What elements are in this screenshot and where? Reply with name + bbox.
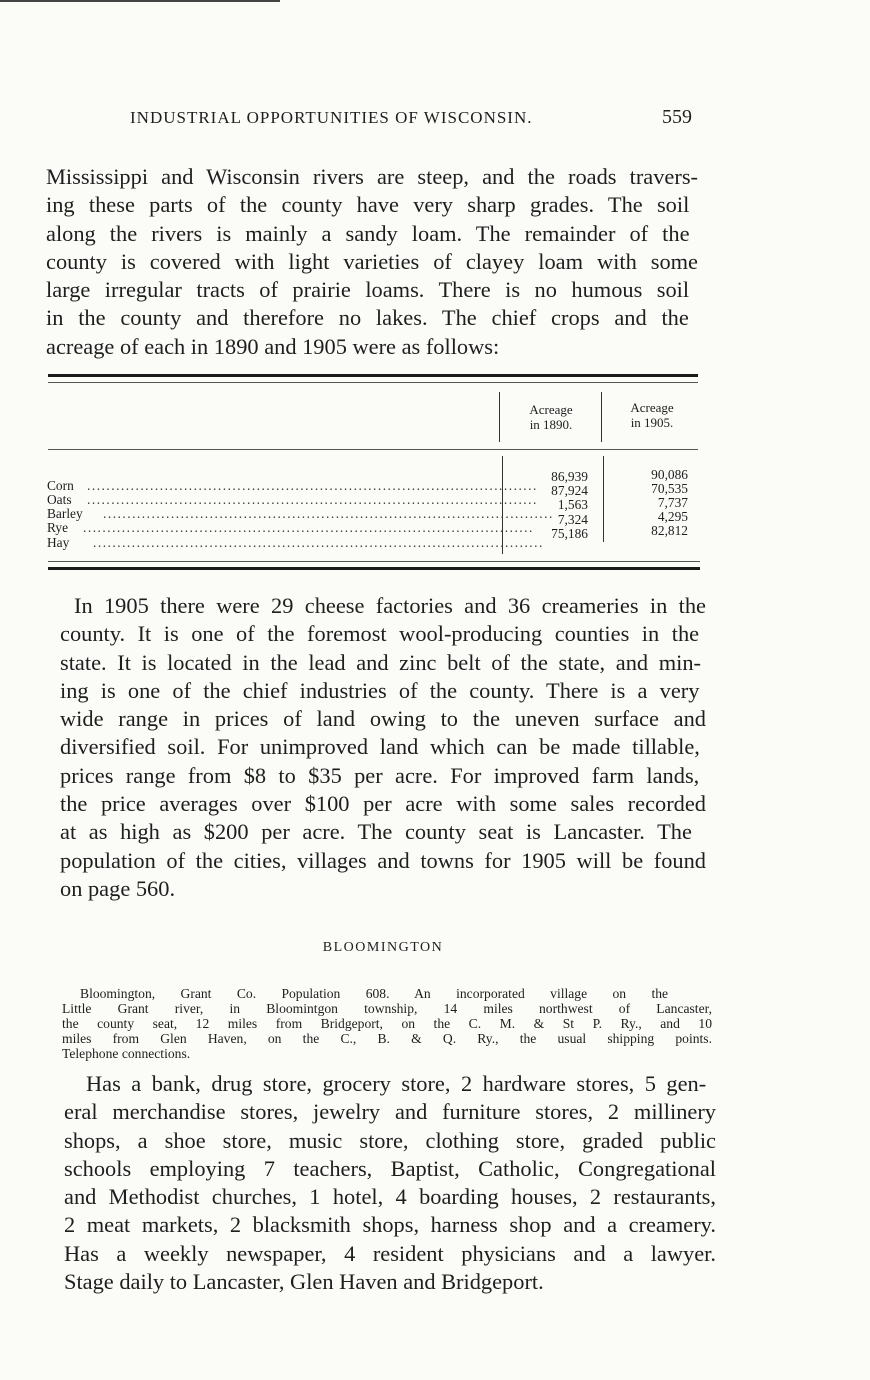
paragraph-line: Has a bank, drug store, grocery store, 2 hardware stores, 5 gen- [86,1071,707,1096]
acreage-1890: 1,563 [557,497,588,512]
leader-dots: ............................................................................................. [83,520,534,535]
paragraph-line: and Methodist churches, 1 hotel, 4 boarding houses, 2 restaurants, [64,1184,716,1210]
running-header [130,108,694,132]
acreage-1905: 7,737 [657,495,688,510]
column-header-line: Acreage [630,400,674,415]
column-header-line: Acreage [529,402,573,417]
acreage-1905: 70,535 [651,481,688,496]
header-separator-rule [48,449,698,450]
column-header-line: in 1905. [630,415,674,430]
paragraph-line: large irregular tracts of prairie loams. There is no humous soil [46,277,690,303]
table-row [47,520,534,535]
table-top-rule [48,374,698,377]
paragraph-line: schools employing 7 teachers, Baptist, Catholic, Congregational [64,1155,716,1181]
acreage-1890: 7,324 [557,512,588,527]
summary-line: miles from Glen Haven, on the C., B. & Q. Ry., the usual shipping points. [62,1031,712,1046]
summary-line: Little Grant river, in Bloomintgon township, 14 miles northwest of Lancaster, [62,1001,712,1016]
paragraph-line: on page 560. [60,875,176,901]
paragraph-line: wide range in prices of land owing to the uneven surface and [60,706,706,732]
column-divider [499,392,500,442]
crop-name: Oats [47,492,72,507]
leader-dots: ............................................................................................. [93,535,544,550]
paragraph-line: state. It is located in the lead and zinc belt of the state, and min- [60,649,701,675]
summary-line: Bloomington, Grant Co. Population 608. An incorporated village on the [80,986,669,1001]
running-title: INDUSTRIAL OPPORTUNITIES OF WISCONSIN. [130,108,533,127]
column-divider [603,456,604,542]
paragraph-line: shops, a shoe store, music store, clothing store, graded public [64,1127,716,1153]
paragraph-line: acreage of each in 1890 and 1905 were as follows: [46,333,500,359]
county-paragraph [60,592,706,903]
acreage-1905: 82,812 [651,523,688,538]
paragraph-line: population of the cities, villages and towns for 1905 will be found [60,847,706,873]
section-heading: BLOOMINGTON [322,940,444,955]
column-header-1890 [503,402,599,432]
paragraph-line: the price averages over $100 per acre with some sales recorded [60,791,706,817]
paragraph-line: 2 meat markets, 2 blacksmith shops, harness shop and a creamery. [64,1212,716,1238]
paragraph-line: along the rivers is mainly a sandy loam. The remainder of the [46,220,690,246]
table-row [47,478,538,493]
acreage-1905: 4,295 [657,509,688,524]
section-summary [62,986,712,1061]
paragraph-line: In 1905 there were 29 cheese factories and 36 creameries in the [74,593,706,618]
page-number: 559 [662,106,692,128]
acreage-1905: 90,086 [651,467,688,482]
acreage-1890: 86,939 [551,469,588,484]
paragraph-line: prices range from $8 to $35 per acre. For improved farm lands, [60,762,700,788]
acreage-1890: 75,186 [551,526,588,541]
paragraph-line: Stage daily to Lancaster, Glen Haven and Bridgeport. [64,1269,544,1295]
summary-line: Telephone connections. [62,1046,191,1061]
crop-name: Corn [47,478,74,493]
paragraph-line: Mississippi and Wisconsin rivers are steep, and the roads travers- [46,164,698,189]
table-row [47,506,554,521]
table-row [47,535,544,550]
paragraph-line: at as high as $200 per acre. The county seat is Lancaster. The [60,819,692,845]
table-bottom-thin-rule [48,561,700,562]
paragraph-line: county. It is one of the foremost wool-producing counties in the [60,621,700,647]
column-header-line: in 1890. [529,417,573,432]
leader-dots: ............................................................................................. [87,492,538,507]
table-top-thin-rule [48,382,698,383]
paragraph-line: ing is one of the chief industries of the county. There is a very [60,677,700,703]
paragraph-line: eral merchandise stores, jewelry and furniture stores, 2 millinery [64,1099,716,1125]
crop-name: Rye [47,520,69,535]
paragraph-line: diversified soil. For unimproved land which can be made tillable, [60,734,700,760]
leader-dots: ............................................................................................. [87,478,538,493]
table-bottom-rule [48,567,700,570]
paragraph-line: ing these parts of the county have very sharp grades. The soil [46,192,690,218]
paragraph-line: county is covered with light varieties of clayey loam with some [46,248,698,274]
paragraph-line: in the county and therefore no lakes. The chief crops and the [46,305,689,331]
crop-name: Hay [47,535,70,550]
leader-dots: ............................................................................................. [103,506,554,521]
column-header-1905 [604,400,700,430]
summary-line: the county seat, 12 miles from Bridgeport, on the C. M. & St P. Ry., and 10 [62,1016,712,1031]
column-divider [601,392,602,442]
top-edge-rule [0,0,280,2]
crop-name: Barley [47,506,83,521]
acreage-1890: 87,924 [551,483,588,498]
description-paragraph [64,1070,716,1296]
paragraph-line: Has a weekly newspaper, 4 resident physicians and a lawyer. [64,1240,716,1266]
table-row [47,492,538,507]
intro-paragraph [46,163,698,361]
